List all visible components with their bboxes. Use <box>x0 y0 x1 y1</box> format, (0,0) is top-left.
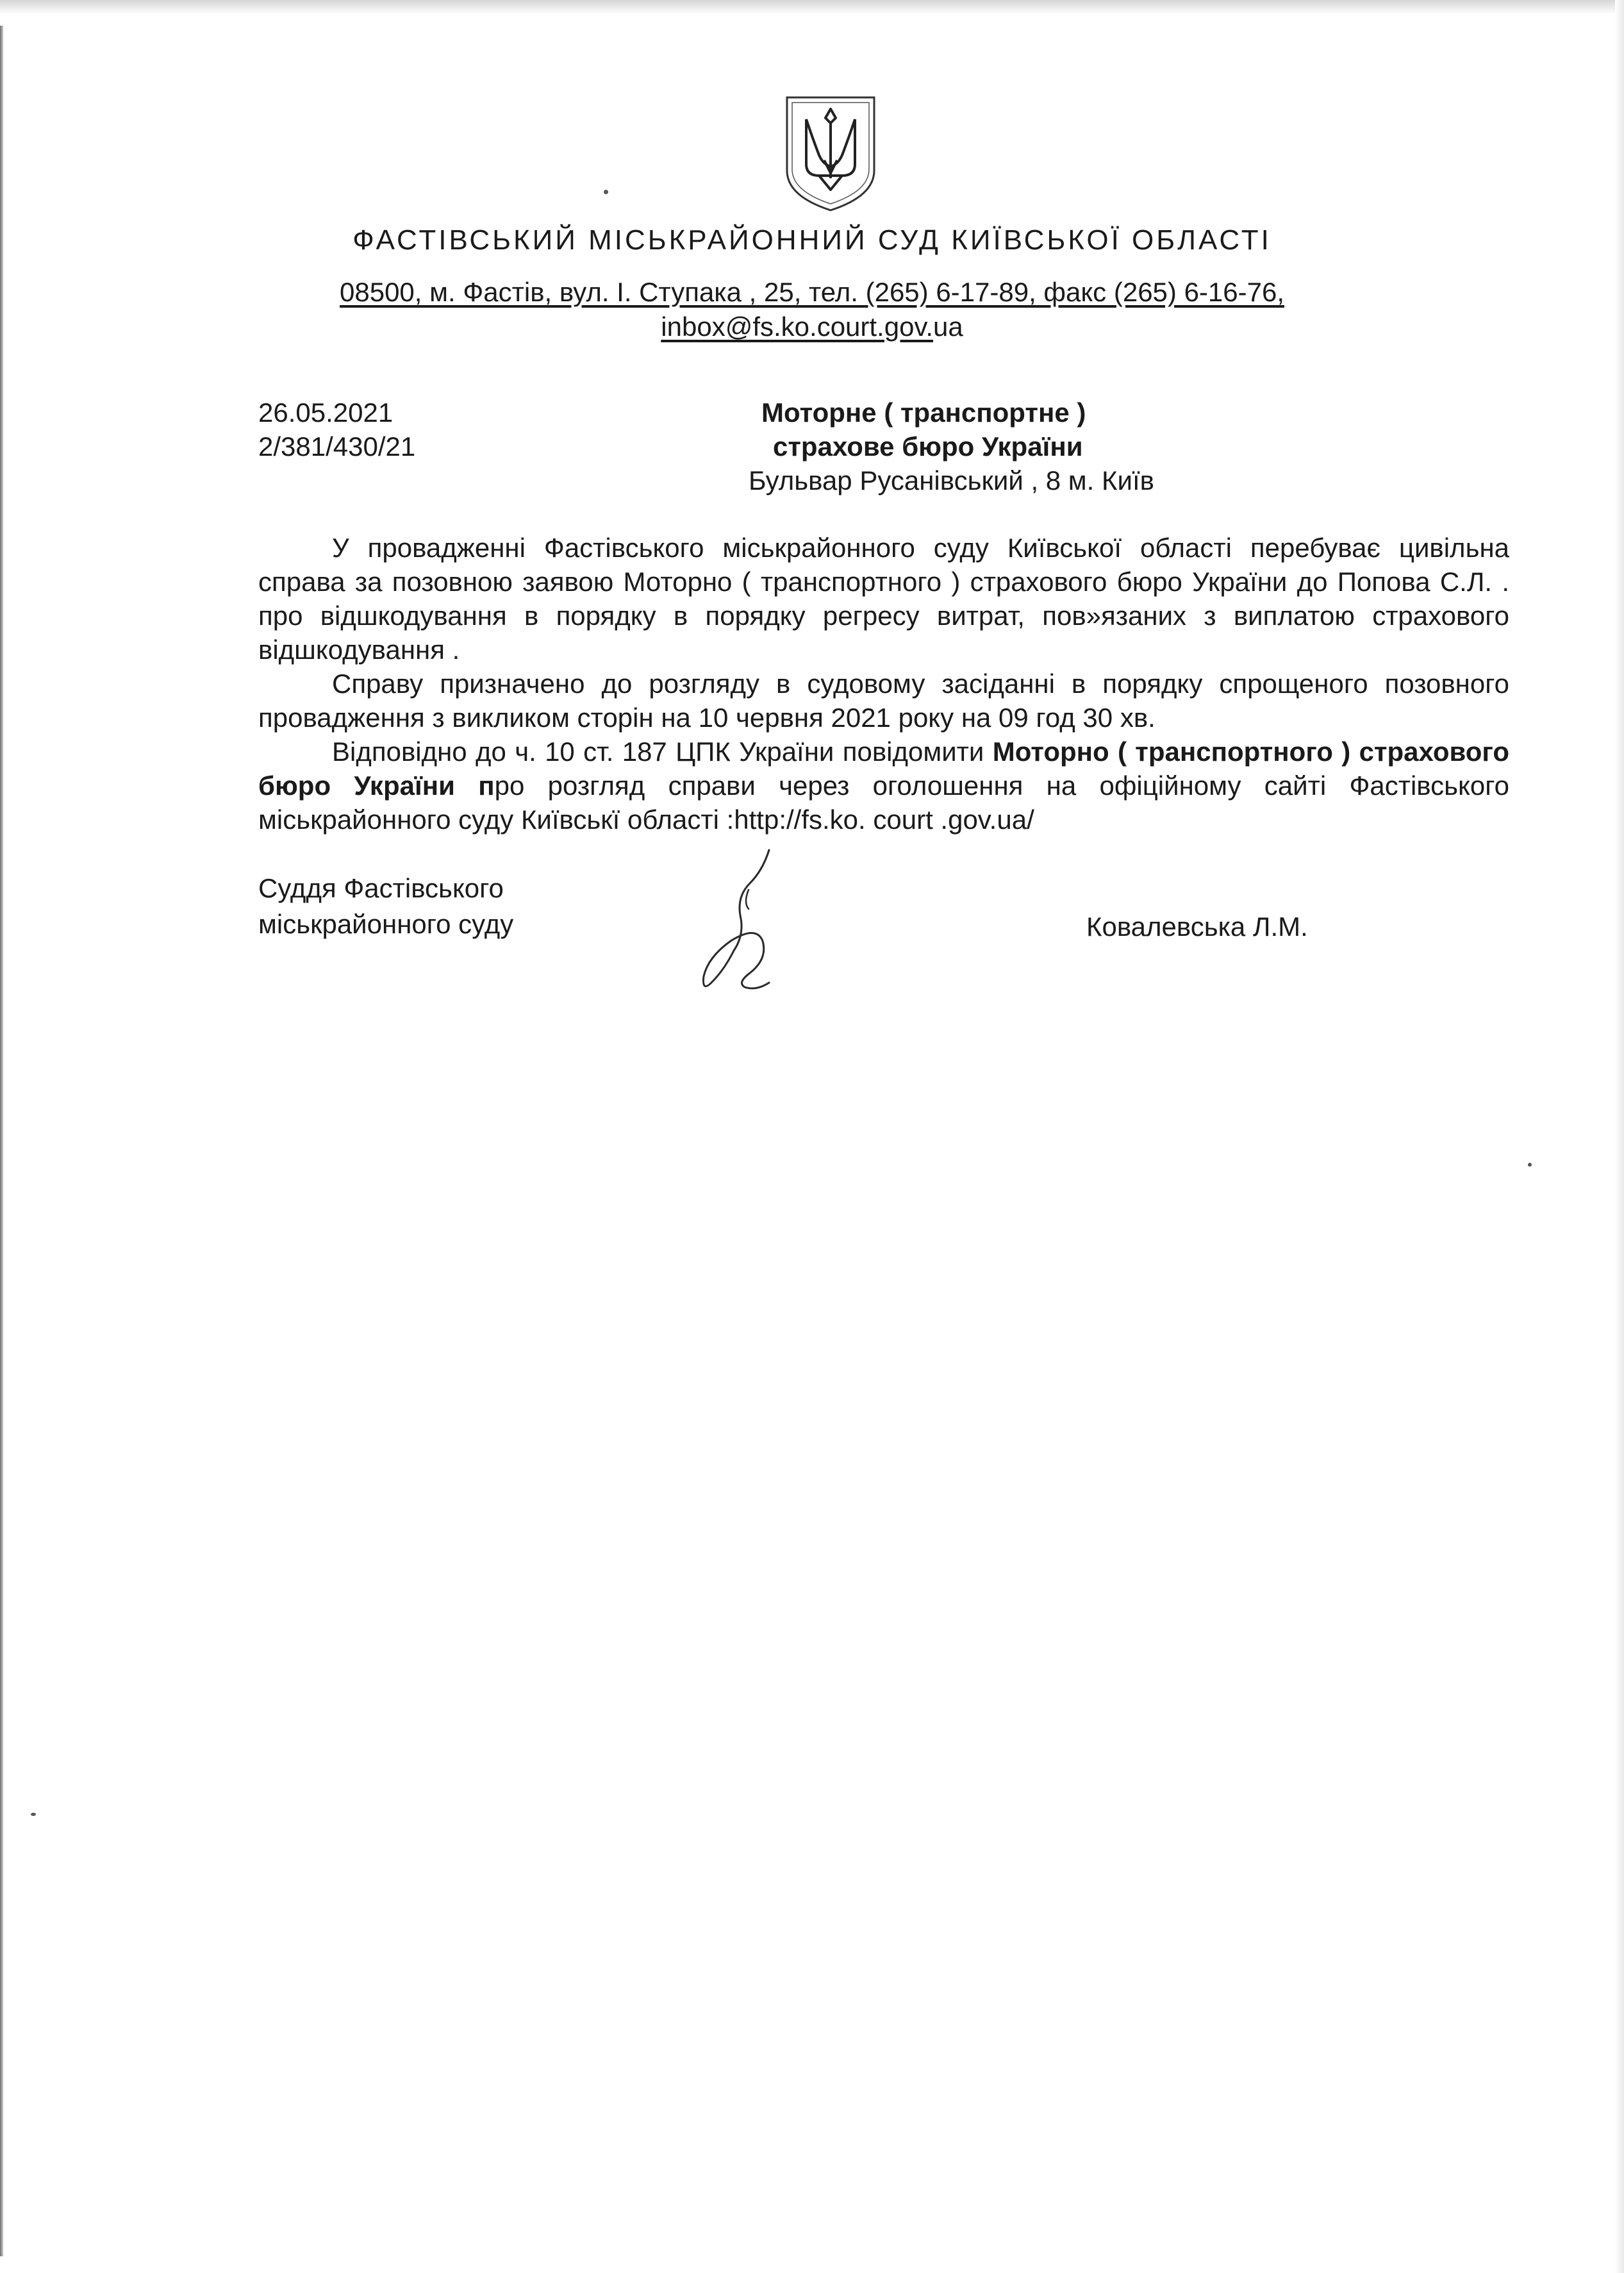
letter-ref-number: 2/381/430/21 <box>258 431 416 462</box>
recipient-name-line2: страхове бюро України <box>773 431 1083 462</box>
judge-title <box>258 870 513 942</box>
judge-title-line2: міськрайонного суду <box>258 909 514 939</box>
body-p3-end: ро розгляд справи через оголошення на офіційному сайті Фастівського міськрайонного суду Київськї області :http://fs.ko. court .gov.ua/ <box>258 770 1509 835</box>
body-paragraph-2: Справу призначено до розгляду в судовому засіданні в порядку спрощеного позовного провадження з викликом сторін на 10 червня 2021 року на 09 год 30 хв. <box>258 669 1509 733</box>
body-paragraph-1: У провадженні Фастівського міськрайонного суду Київської області перебуває цивільна справа за позовною заявою Моторно ( транспортного ) страхового бюро України до Попова С.Л. . про відшкодування в порядку в порядку регресу витрат, пов»язаних з виплатою страхового відшкодування . <box>258 533 1509 665</box>
coat-of-arms-trident-icon <box>783 94 878 213</box>
scan-speck <box>1528 1163 1532 1167</box>
body-paragraph-3 <box>258 735 1509 837</box>
scan-top-edge <box>0 0 1624 14</box>
court-address <box>0 277 1624 308</box>
court-email-tail: ua <box>933 312 963 342</box>
court-name: ФАСТІВСЬКИЙ МІСЬКРАЙОННИЙ СУД КИЇВСЬКОЇ ОБЛАСТІ <box>352 224 1272 256</box>
handwritten-signature <box>673 845 801 1005</box>
scan-speck <box>31 1813 36 1816</box>
letter-date: 26.05.2021 <box>258 397 394 428</box>
judge-title-line1: Суддя Фастівського <box>258 873 504 903</box>
judge-name: Ковалевська Л.М. <box>1086 912 1308 942</box>
letter-body <box>258 531 1509 837</box>
body-p3-start: Відповідно до ч. 10 ст. 187 ЦПК України повідомити <box>332 737 993 767</box>
scan-speck <box>604 190 608 194</box>
recipient-address: Бульвар Русанівський , 8 м. Київ <box>749 465 1154 495</box>
court-address-line: 08500, м. Фастів, вул. І. Ступака , 25, тел. (265) 6-17-89, факс (265) 6-16-76, <box>340 277 1284 307</box>
scan-left-edge <box>0 26 3 2256</box>
recipient-name-line1: Моторне ( транспортне ) <box>761 397 1086 428</box>
body-p3-bold: Моторно ( транспортного ) страхового бюро України п <box>258 737 1510 801</box>
court-email <box>0 312 1624 342</box>
court-email-underlined: inbox@fs.ko.court.gov. <box>661 312 933 342</box>
